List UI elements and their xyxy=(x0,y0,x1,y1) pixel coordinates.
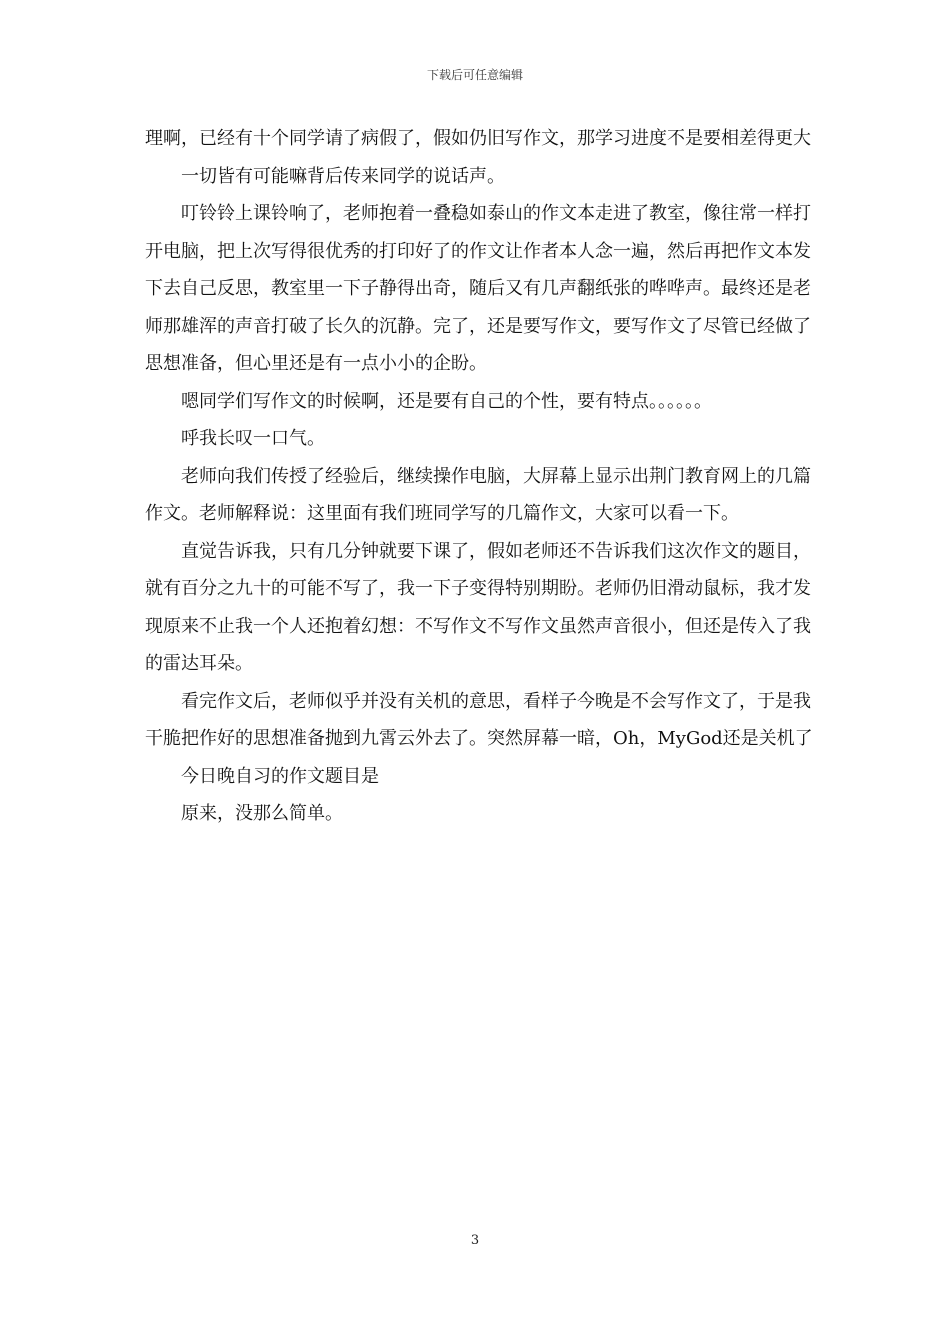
paragraph: 老师向我们传授了经验后，继续操作电脑，大屏幕上显示出荆门教育网上的几篇作文。老师解释说：这里面有我们班同学写的几篇作文，大家可以看一下。 xyxy=(145,465,811,524)
document-body xyxy=(145,120,817,833)
paragraph-continuation: 理啊，已经有十个同学请了病假了，假如仍旧写作文，那学习进度不是要相差得更大 xyxy=(145,128,811,149)
paragraph: 嗯同学们写作文的时候啊，还是要有自己的个性，要有特点。。。。。。 xyxy=(181,390,712,412)
paragraph: 呼我长叹一口气。 xyxy=(181,428,325,449)
paragraph: 一切皆有可能嘛背后传来同学的说话声。 xyxy=(181,165,505,187)
paragraph: 叮铃铃上课铃响了，老师抱着一叠稳如泰山的作文本走进了教室，像往常一样打开电脑，把上次写得很优秀的打印好了的作文让作者本人念一遍，然后再把作文本发下去自己反思，教室里一下子静得出奇，随后又有几声翻纸张的哗哗声。最终还是老师那雄浑的声音打破了长久的沉静。完了，还是要写作文，要写作文了尽管已经做了思想准备，但心里还是有一点小小的企盼。 xyxy=(145,203,811,374)
page-header: 下载后可任意编辑 xyxy=(426,68,523,82)
page-number: 3 xyxy=(470,1233,480,1248)
paragraph: 原来，没那么简单。 xyxy=(181,803,343,824)
paragraph: 今日晚自习的作文题目是 xyxy=(181,765,379,787)
paragraph: 看完作文后，老师似乎并没有关机的意思，看样子今晚是不会写作文了，于是我干脆把作好的思想准备抛到九霄云外去了。突然屏幕一暗，Oh，MyGod还是关机了 xyxy=(145,690,813,749)
paragraph: 直觉告诉我，只有几分钟就要下课了，假如老师还不告诉我们这次作文的题目，就有百分之九十的可能不写了，我一下子变得特别期盼。老师仍旧滑动鼠标，我才发现原来不止我一个人还抱着幻想：不写作文不写作文虽然声音很小，但还是传入了我的雷达耳朵。 xyxy=(145,540,811,674)
